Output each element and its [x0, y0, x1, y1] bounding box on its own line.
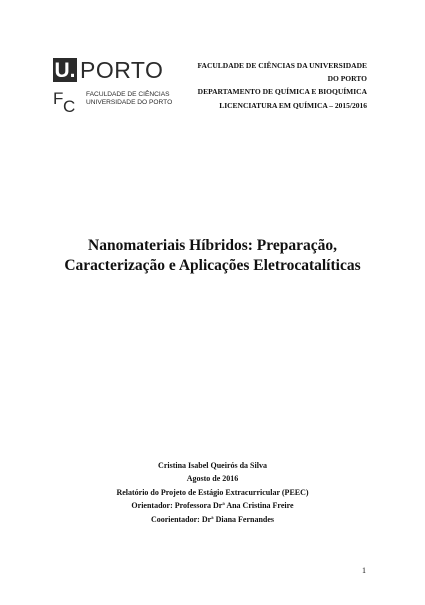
header-line1: FACULDADE DE CIÊNCIAS DA UNIVERSIDADE	[197, 61, 367, 70]
logo-porto-text: PORTO	[80, 56, 164, 83]
fc-logo-mark	[53, 90, 83, 116]
report-type: Relatório do Projeto de Estágio Extracurricular (PEEC)	[116, 487, 309, 497]
coadvisor: Coorientador: Drª Diana Fernandes	[150, 514, 275, 524]
title-line2: Caracterização e Aplicações Eletrocatalíticas	[64, 257, 361, 274]
fc-logo-f: F	[53, 89, 64, 108]
page-number: 1	[362, 566, 366, 575]
faculty-logo-line1: FACULDADE DE CIÊNCIAS	[86, 91, 170, 98]
header-line3: DEPARTAMENTO DE QUÍMICA E BIOQUÍMICA	[197, 87, 367, 97]
author-name: Cristina Isabel Queirós da Silva	[158, 461, 267, 470]
logo-u-mark: U.	[54, 58, 76, 82]
fc-logo-c: C	[63, 97, 76, 116]
title-line1: Nanomateriais Híbridos: Preparação,	[88, 237, 337, 254]
author-block	[0, 459, 425, 526]
header-line4: LICENCIATURA EM QUÍMICA – 2015/2016	[219, 100, 367, 110]
faculty-logo-text	[86, 91, 172, 107]
advisor: Orientador: Professora Drª Ana Cristina Freire	[131, 501, 294, 511]
institution-header	[198, 59, 367, 112]
uporto-logo	[53, 58, 163, 82]
report-date: Agosto de 2016	[186, 474, 239, 484]
header-line2: DO PORTO	[327, 74, 367, 84]
document-title	[0, 236, 425, 276]
faculty-logo-line2: UNIVERSIDADE DO PORTO	[86, 98, 173, 106]
